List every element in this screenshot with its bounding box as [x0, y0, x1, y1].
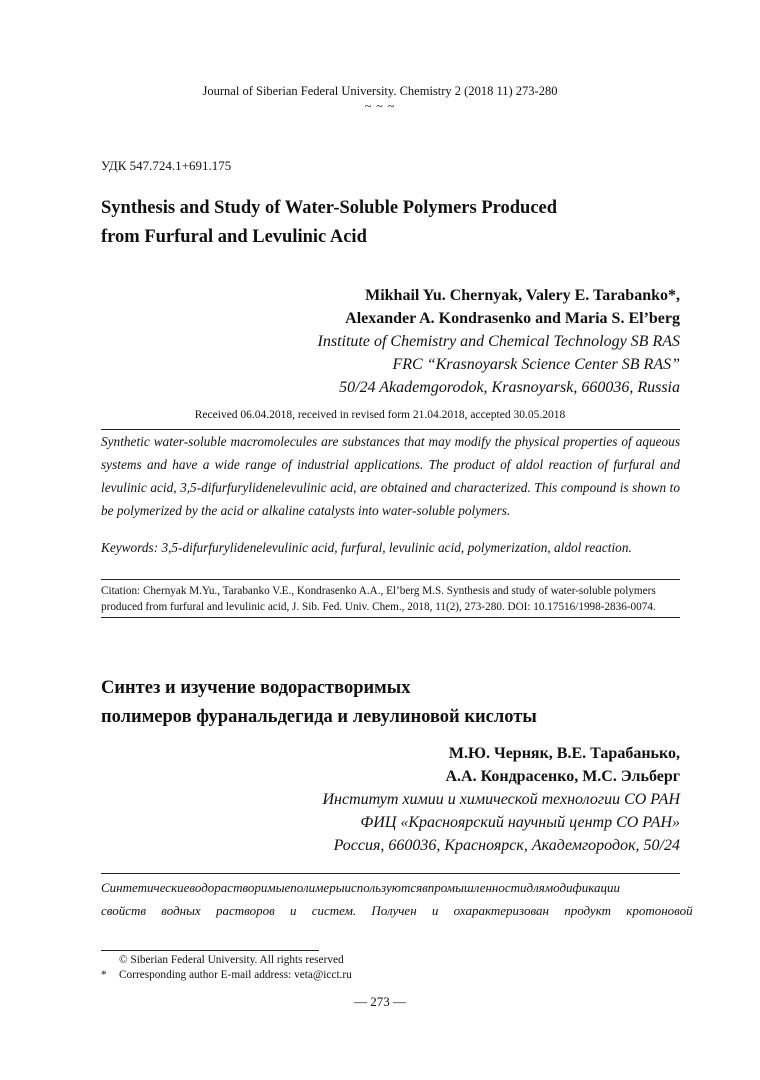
russian-title	[101, 674, 661, 732]
russian-affiliation-line: Институт химии и химической технологии СО РАН	[322, 791, 680, 808]
russian-authors-block	[120, 742, 680, 857]
russian-affiliation-line: Россия, 660036, Красноярск, Академгородок, 50/24	[333, 837, 680, 854]
russian-title-line: полимеров фуранальдегида и левулиновой кислоты	[101, 707, 537, 727]
journal-header: Journal of Siberian Federal University. Chemistry 2 (2018 11) 273-280	[202, 84, 558, 98]
english-affiliation-line: FRC “Krasnoyarsk Science Center SB RAS”	[392, 356, 680, 373]
english-authors-block	[120, 284, 680, 399]
udk-code: УДК 547.724.1+691.175	[101, 158, 232, 173]
corresponding-footnote	[101, 969, 352, 981]
english-affiliation-line: 50/24 Akademgorodok, Krasnoyarsk, 660036, Russia	[339, 379, 680, 396]
russian-authors-line: М.Ю. Черняк, В.Е. Тарабанько,	[448, 745, 680, 762]
english-authors-line: Mikhail Yu. Chernyak, Valery E. Tarabanko*,	[365, 287, 680, 304]
copyright-footnote	[101, 954, 344, 966]
page-number: — 273 —	[354, 994, 406, 1009]
english-affiliation-line: Institute of Chemistry and Chemical Technology SB RAS	[317, 333, 680, 350]
divider	[101, 873, 680, 874]
russian-authors-line: А.А. Кондрасенко, М.С. Эльберг	[445, 768, 680, 785]
english-title	[101, 194, 661, 252]
english-title-line: from Furfural and Levulinic Acid	[101, 227, 367, 247]
english-authors-line: Alexander A. Kondrasenko and Maria S. El’berg	[345, 310, 680, 327]
english-abstract: Synthetic water-soluble macromolecules are substances that may modify the physical properties of aqueous systems and have a wide range of industrial applications. The product of aldol reaction of furfural and levulinic acid, 3,5-difurfurylidenelevulinic acid, are obtained and characterized. This compound is shown to be polymerized by the acid or alkaline catalysts into water-soluble polymers.	[101, 434, 680, 518]
received-dates: Received 06.04.2018, received in revised form 21.04.2018, accepted 30.05.2018	[194, 409, 566, 421]
footnote-mark: *	[101, 969, 107, 981]
divider	[101, 617, 680, 618]
russian-abstract	[101, 876, 693, 922]
copyright-text: © Siberian Federal University. All rights reserved	[119, 954, 344, 966]
divider	[101, 579, 680, 580]
russian-affiliation-line: ФИЦ «Красноярский научный центр СО РАН»	[360, 814, 680, 831]
english-title-line: Synthesis and Study of Water-Soluble Polymers Produced	[101, 198, 558, 218]
citation: Citation: Chernyak M.Yu., Tarabanko V.E., Kondrasenko A.A., El’berg M.S. Synthesis and study of water-soluble polymers produced from furfural and levulinic acid, J. Sib. Fed. Univ. Chem., 2018, 11(2), 273-280. DOI: 10.17516/1998-2836-0074.	[101, 585, 656, 613]
footnote-divider	[101, 950, 319, 951]
russian-abstract-line: свойств водных растворов и систем. Получен и охарактеризован продукт кротоновой	[101, 903, 693, 918]
keywords: Keywords: 3,5-difurfurylidenelevulinic acid, furfural, levulinic acid, polymerization, aldol reaction.	[101, 540, 632, 555]
russian-title-line: Синтез и изучение водорастворимых	[101, 678, 411, 698]
header-ornament: ~ ~ ~	[364, 99, 396, 113]
russian-abstract-line: Синтетическиеводорастворимыеполимерыиспользуютсявпромышленностидлямодификации	[101, 880, 621, 895]
corresponding-text: Corresponding author E-mail address: veta@icct.ru	[119, 969, 352, 981]
